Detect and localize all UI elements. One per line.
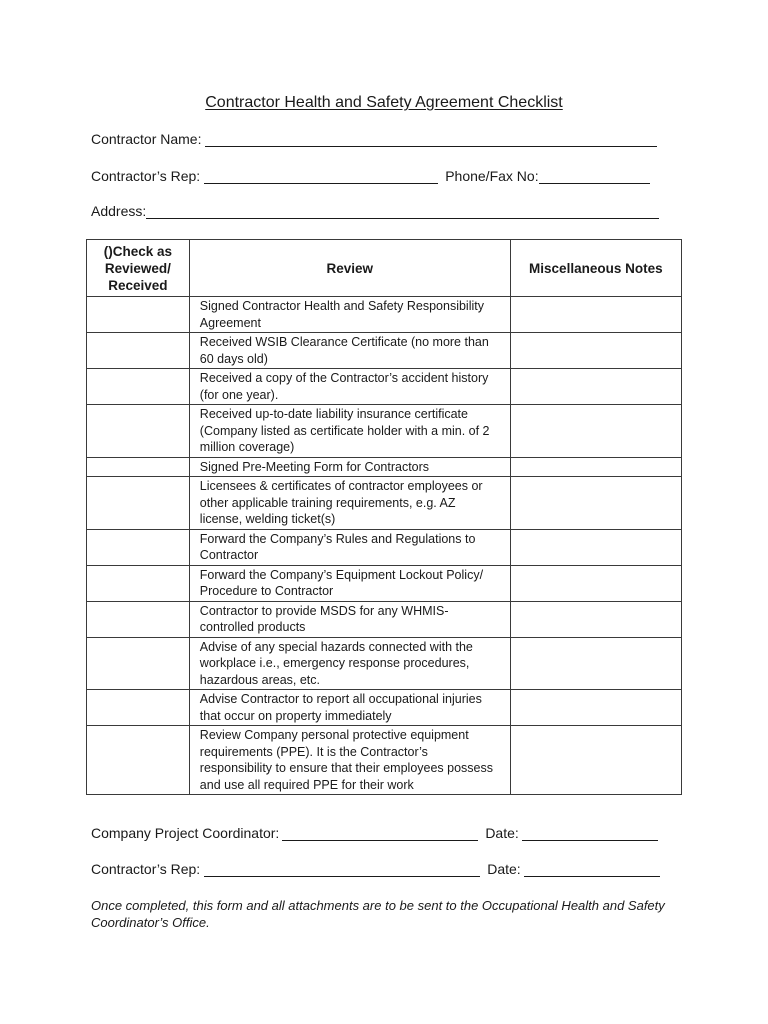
- notes-cell[interactable]: [510, 369, 681, 405]
- notes-cell[interactable]: [510, 690, 681, 726]
- review-cell: Forward the Company’s Rules and Regulations to Contractor: [189, 529, 510, 565]
- review-cell: Advise of any special hazards connected with the workplace i.e., emergency response procedures, hazardous areas, etc.: [189, 637, 510, 690]
- check-cell[interactable]: [87, 457, 190, 477]
- table-row: [87, 477, 682, 530]
- check-cell[interactable]: [87, 333, 190, 369]
- rep-signoff-label: Contractor’s Rep:: [91, 861, 201, 877]
- notes-cell[interactable]: [510, 297, 681, 333]
- address-field[interactable]: [146, 204, 659, 219]
- table-row: [87, 565, 682, 601]
- review-cell: Licensees & certificates of contractor employees or other applicable training requirements, e.g. AZ license, welding ticket(s): [189, 477, 510, 530]
- check-cell[interactable]: [87, 369, 190, 405]
- table-row: [87, 690, 682, 726]
- contractor-rep-field[interactable]: [204, 169, 438, 184]
- review-cell: Received up-to-date liability insurance certificate (Company listed as certificate holder with a min. of 2 million coverage): [189, 405, 510, 458]
- review-cell: Received WSIB Clearance Certificate (no more than 60 days old): [189, 333, 510, 369]
- contractor-rep-row: [91, 168, 650, 184]
- table-row: [87, 726, 682, 795]
- date-field-1[interactable]: [522, 826, 658, 841]
- check-cell[interactable]: [87, 529, 190, 565]
- table-row: [87, 601, 682, 637]
- phone-fax-field[interactable]: [539, 169, 650, 184]
- review-cell: Signed Contractor Health and Safety Responsibility Agreement: [189, 297, 510, 333]
- review-cell: Review Company personal protective equipment requirements (PPE). It is the Contractor’s responsibility to ensure that their employees possess and use all required PPE for their work: [189, 726, 510, 795]
- contractor-rep-label: Contractor’s Rep:: [91, 168, 201, 184]
- header-review: Review: [189, 240, 510, 297]
- review-cell: Advise Contractor to report all occupational injuries that occur on property immediately: [189, 690, 510, 726]
- coordinator-label: Company Project Coordinator:: [91, 825, 280, 841]
- notes-cell[interactable]: [510, 457, 681, 477]
- notes-cell[interactable]: [510, 601, 681, 637]
- form-title: Contractor Health and Safety Agreement Checklist: [205, 94, 563, 111]
- notes-cell[interactable]: [510, 565, 681, 601]
- address-label: Address:: [91, 203, 147, 219]
- header-notes: Miscellaneous Notes: [510, 240, 681, 297]
- notes-cell[interactable]: [510, 726, 681, 795]
- phone-fax-label: Phone/Fax No:: [445, 168, 539, 184]
- check-cell[interactable]: [87, 405, 190, 458]
- date-label-2: Date:: [487, 861, 521, 877]
- notes-cell[interactable]: [510, 529, 681, 565]
- checklist-table: [86, 239, 682, 795]
- table-row: [87, 637, 682, 690]
- check-cell[interactable]: [87, 726, 190, 795]
- table-row: [87, 297, 682, 333]
- review-cell: Contractor to provide MSDS for any WHMIS-controlled products: [189, 601, 510, 637]
- notes-cell[interactable]: [510, 333, 681, 369]
- check-cell[interactable]: [87, 637, 190, 690]
- footnote: Once completed, this form and all attachments are to be sent to the Occupational Health and Safety Coordinator’s Office.: [91, 898, 665, 930]
- rep-signoff-field[interactable]: [204, 862, 480, 877]
- check-cell[interactable]: [87, 601, 190, 637]
- check-cell[interactable]: [87, 297, 190, 333]
- date-field-2[interactable]: [524, 862, 660, 877]
- date-label-1: Date:: [485, 825, 519, 841]
- table-row: [87, 369, 682, 405]
- check-cell[interactable]: [87, 565, 190, 601]
- coordinator-field[interactable]: [282, 826, 478, 841]
- review-cell: Received a copy of the Contractor’s accident history (for one year).: [189, 369, 510, 405]
- notes-cell[interactable]: [510, 637, 681, 690]
- contractor-name-field[interactable]: [205, 132, 657, 147]
- check-cell[interactable]: [87, 477, 190, 530]
- review-cell: Forward the Company’s Equipment Lockout Policy/ Procedure to Contractor: [189, 565, 510, 601]
- header-check: ()Check as Reviewed/ Received: [87, 240, 190, 297]
- coordinator-row: [91, 825, 658, 841]
- table-row: [87, 529, 682, 565]
- table-row: [87, 457, 682, 477]
- table-row: [87, 405, 682, 458]
- table-row: [87, 333, 682, 369]
- contractor-name-label: Contractor Name:: [91, 131, 202, 147]
- address-row: [91, 203, 659, 219]
- check-cell[interactable]: [87, 690, 190, 726]
- notes-cell[interactable]: [510, 405, 681, 458]
- contractor-name-row: [91, 131, 657, 147]
- review-cell: Signed Pre-Meeting Form for Contractors: [189, 457, 510, 477]
- rep-signoff-row: [91, 861, 660, 877]
- table-header-row: [87, 240, 682, 297]
- notes-cell[interactable]: [510, 477, 681, 530]
